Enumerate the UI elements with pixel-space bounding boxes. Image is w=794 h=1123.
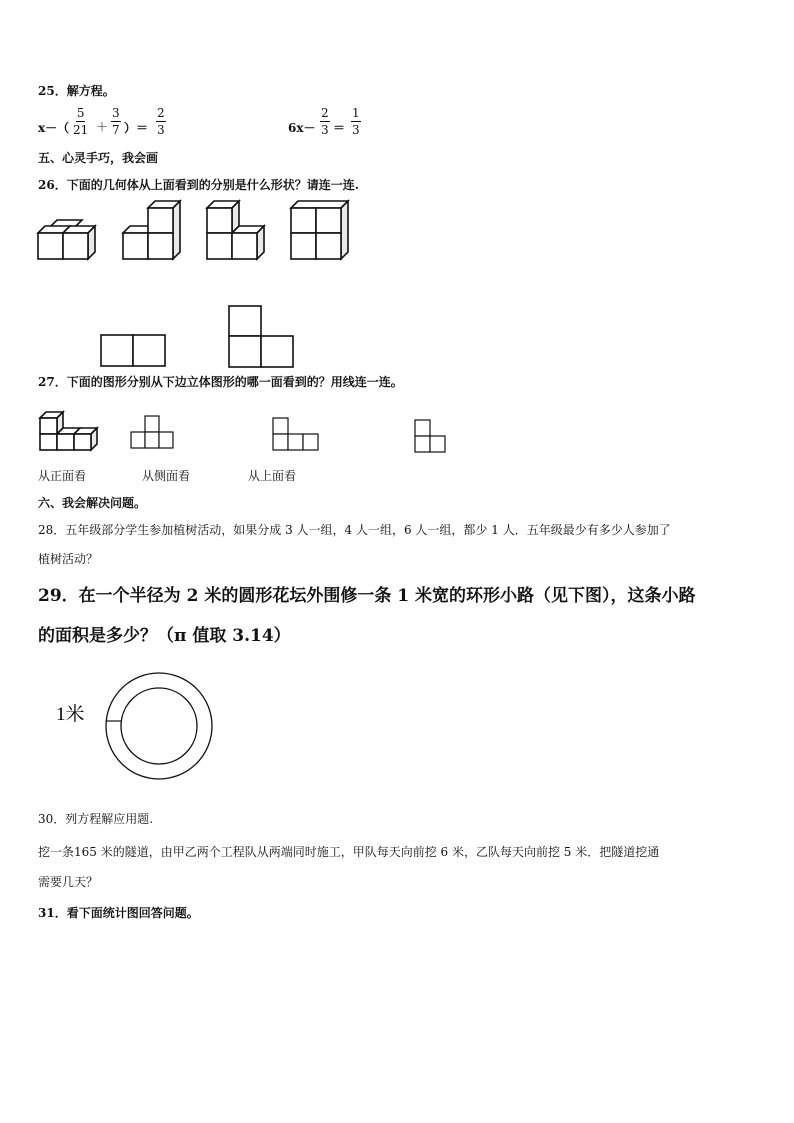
eq1-f2-numerator: 3 bbox=[112, 106, 120, 120]
q25-title: 25．解方程。 bbox=[38, 84, 115, 98]
eq2-fraction-1 bbox=[320, 107, 330, 136]
eq2-left: 6x－ bbox=[288, 121, 316, 135]
q31-title: 31．看下面统计图回答问题。 bbox=[38, 906, 199, 920]
q30-line-1: 挖一条165 米的隧道，由甲乙两个工程队从两端同时施工，甲队每天向前挖 6 米，乙队每天向前挖 5 米．把隧道挖通 bbox=[38, 845, 660, 859]
eq1-f3-numerator: 2 bbox=[157, 106, 165, 120]
q28-line-1: 28．五年级部分学生参加植树活动，如果分成 3 人一组，4 人一组，6 人一组，都少 1 人．五年级最少有多少人参加了 bbox=[38, 523, 671, 537]
eq1-left: x－（ bbox=[38, 121, 70, 135]
q27-view-1 bbox=[130, 414, 176, 450]
eq2-f2-numerator: 1 bbox=[352, 106, 360, 120]
eq1-f3-denominator: 3 bbox=[157, 123, 165, 137]
section-6-heading: 六、我会解决问题。 bbox=[38, 496, 147, 510]
label-top-view: 从上面看 bbox=[248, 469, 297, 483]
q29-line-2: 的面积是多少？（π 值取 3.14） bbox=[38, 626, 291, 646]
q30-line-2: 需要几天？ bbox=[38, 875, 99, 889]
inner-circle bbox=[121, 688, 197, 764]
q28-line-2: 植树活动？ bbox=[38, 552, 99, 566]
eq2-f1-denominator: 3 bbox=[321, 123, 329, 137]
eq1-f1-denominator: 21 bbox=[73, 123, 89, 137]
ring-path-diagram bbox=[52, 672, 212, 782]
eq1-plus: ＋ bbox=[96, 120, 109, 134]
q27-view-3 bbox=[414, 418, 448, 454]
eq1-f1-numerator: 5 bbox=[76, 106, 85, 120]
q27-solid-figure bbox=[38, 407, 102, 453]
eq1-fraction-3 bbox=[156, 107, 166, 136]
eq1-fraction-2 bbox=[111, 107, 121, 136]
solid-figure-3 bbox=[204, 198, 270, 262]
label-front-view: 从正面看 bbox=[38, 469, 87, 483]
solid-figure-2 bbox=[120, 198, 186, 262]
eq1-right: ）＝ bbox=[124, 121, 149, 135]
q29-line-1: 29．在一个半径为 2 米的圆形花坛外围修一条 1 米宽的环形小路（见下图），这条小路 bbox=[38, 586, 696, 606]
q27-title: 27．下面的图形分别从下边立体图形的哪一面看到的？用线连一连。 bbox=[38, 375, 403, 389]
top-view-l-shape bbox=[228, 305, 294, 368]
ring-width-label: 1米 bbox=[56, 704, 85, 725]
top-view-two-squares bbox=[100, 334, 166, 368]
solid-figure-1 bbox=[36, 216, 102, 262]
eq1-f2-denominator: 7 bbox=[112, 123, 120, 137]
q30-title: 30．列方程解应用题. bbox=[38, 812, 154, 826]
section-5-heading: 五、心灵手巧，我会画 bbox=[38, 151, 159, 165]
q27-view-2 bbox=[272, 416, 320, 452]
label-side-view: 从侧面看 bbox=[142, 469, 191, 483]
eq2-f1-numerator: 2 bbox=[321, 106, 329, 120]
eq2-fraction-2 bbox=[351, 107, 361, 136]
eq2-equals: ＝ bbox=[333, 121, 346, 135]
q26-title: 26．下面的几何体从上面看到的分别是什么形状？请连一连. bbox=[38, 178, 359, 192]
outer-circle bbox=[106, 673, 212, 779]
eq2-f2-denominator: 3 bbox=[352, 123, 360, 137]
eq1-fraction-1 bbox=[73, 107, 88, 136]
solid-figure-4 bbox=[288, 198, 354, 262]
